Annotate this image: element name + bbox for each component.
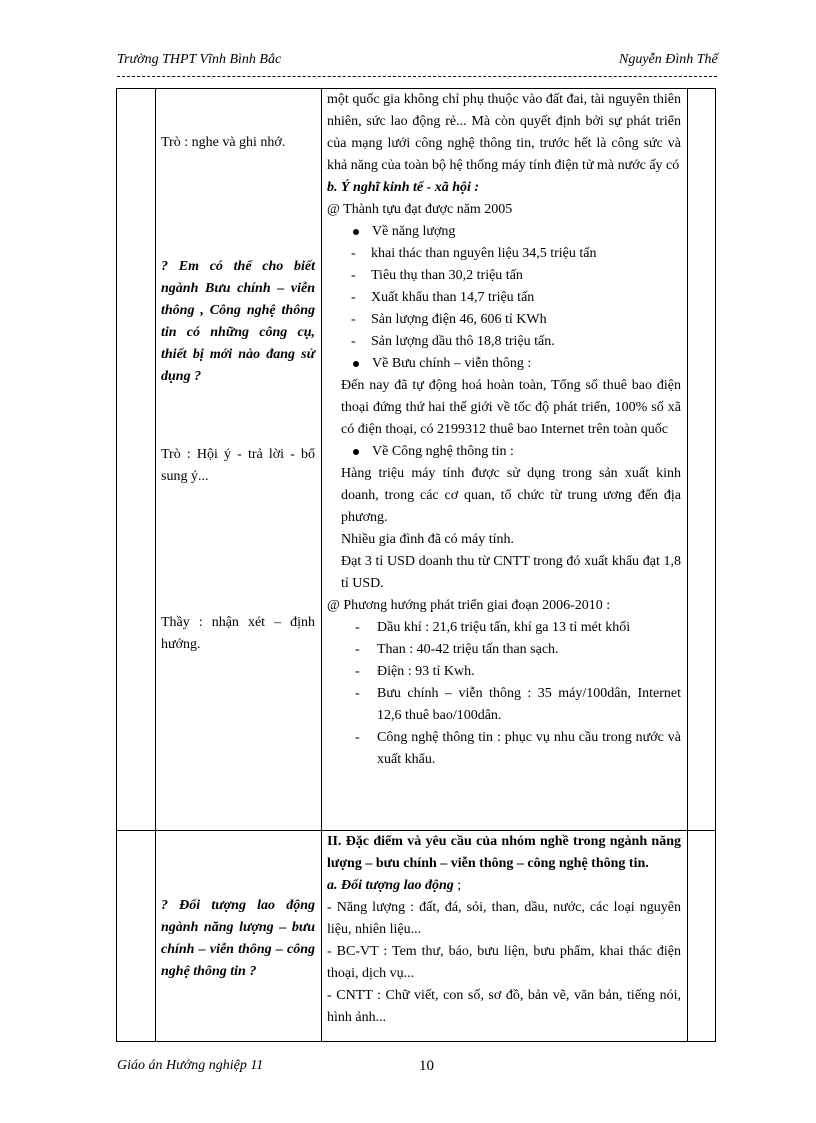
table-column-divider [321,89,322,1041]
header-school: Trường THPT Vĩnh Bình Bắc [117,52,282,67]
content-row-1 [327,89,681,771]
header-divider [117,76,717,77]
list-item: - Năng lượng : đất, đá, sỏi, than, dầu, nước, các loại nguyên liệu, nhiên liệu... [327,900,681,937]
activity-question-objects: ? Đối tượng lao động ngành năng lượng – bưu chính – viễn thông – công nghệ thông tin ? [161,898,315,979]
sub-heading: a. Đối tượng lao động [327,878,454,893]
list-item: - Dầu khí : 21,6 triệu tấn, khí ga 13 tỉ mét khối [327,617,681,639]
lesson-table [116,88,716,1042]
it-text: Hàng triệu máy tính được sử dụng trong sản xuất kinh doanh, trong các cơ quan, tổ chức từ trung ương đến địa phương. [341,466,681,525]
footer-title: Giáo án Hướng nghiệp 11 [117,1058,264,1073]
page-number: 10 [419,1058,434,1074]
list-item: - Xuất khẩu than 14,7 triệu tấn [327,287,681,309]
activity-student-listen: Trò : nghe và ghi nhớ. [161,135,286,150]
list-item: - Công nghệ thông tin : phục vụ nhu cầu trong nước và xuất khẩu. [327,727,681,771]
activity-student-discuss: Trò : Hội ý - trả lời - bổ sung ý... [161,447,315,484]
list-item: - Bưu chính – viễn thông : 35 máy/100dân, Internet 12,6 thuê bao/100dân. [327,683,681,727]
activity-teacher-comment: Thầy : nhận xét – định hướng. [161,615,315,652]
sub-heading-suffix: ; [453,878,462,893]
list-item: - Sản lượng dầu thô 18,8 triệu tấn. [327,331,681,353]
post-title: Về Bưu chính – viễn thông : [327,353,681,375]
list-item: - Tiêu thụ than 30,2 triệu tấn [327,265,681,287]
list-item: - Sản lượng điện 46, 606 tỉ KWh [327,309,681,331]
content-row-2 [327,831,681,1029]
sub-heading-line [327,875,681,897]
energy-title: Về năng lượng [327,221,681,243]
it-text: Nhiều gia đình đã có máy tính. [341,532,515,547]
it-title: Về Công nghệ thông tin : [327,441,681,463]
list-item: - Than : 40-42 triệu tấn than sạch. [327,639,681,661]
header-author: Nguyễn Đình Thế [619,52,718,67]
list-item: - Điện : 93 tỉ Kwh. [327,661,681,683]
content-heading-b: b. Ý nghĩ kinh tế - xã hội : [327,180,480,195]
table-column-divider [687,89,688,1041]
content-intro: một quốc gia không chỉ phụ thuộc vào đất đai, tài nguyên thiên nhiên, sức lao động rẻ... Mà còn quyết định bởi sự phát triển của mạng lưới công nghệ thông tin, trước hết là công sức và khả năng của toàn bộ hệ thống máy tính điện tử mà nước ấy có [327,92,681,173]
list-item: - khai thác than nguyên liệu 34,5 triệu tấn [327,243,681,265]
achievements-title: @ Thành tựu đạt được năm 2005 [327,202,513,217]
section-heading: II. Đặc điểm và yêu cầu của nhóm nghề trong ngành năng lượng – bưu chính – viễn thông – công nghệ thông tin. [327,834,681,871]
table-column-divider [155,89,156,1041]
direction-title: @ Phương hướng phát triển giai đoạn 2006-2010 : [327,598,611,613]
it-text: Đạt 3 tỉ USD doanh thu từ CNTT trong đó xuất khẩu đạt 1,8 tỉ USD. [341,554,681,591]
activity-question-tools: ? Em có thể cho biết ngành Bưu chính – viễn thông , Công nghệ thông tin có những công cụ, thiết bị mới nào đang sử dụng ? [161,259,315,384]
post-text: Đến nay đã tự động hoá hoàn toàn, Tổng số thuê bao điện thoại đứng thứ hai thế giới về tốc độ phát triển, 100% số xã có điện thoại, có 2199312 thuê bao Internet trên toàn quốc [341,378,681,437]
list-item: - BC-VT : Tem thư, báo, bưu liện, bưu phẩm, khai thác điện thoại, dịch vụ... [327,944,681,981]
list-item: - CNTT : Chữ viết, con số, sơ đồ, bản vẽ, văn bản, tiếng nói, hình ảnh... [327,988,681,1025]
